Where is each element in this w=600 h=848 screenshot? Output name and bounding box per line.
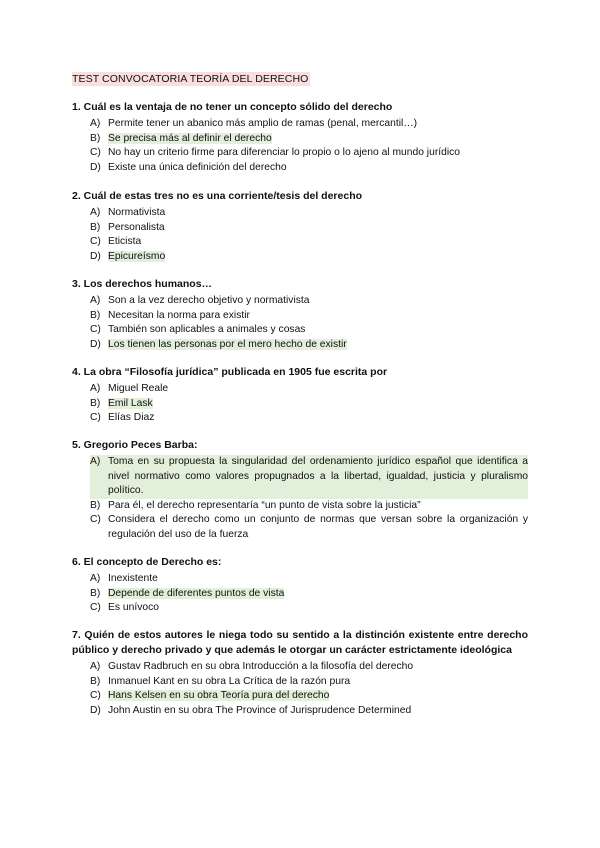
option-b-answer: B) Se precisa más al definir el derecho — [90, 132, 272, 144]
option-b: B) Para él, el derecho representaría “un punto de vista sobre la justicia” — [90, 499, 421, 511]
question-text: 1. Cuál es la ventaja de no tener un concepto sólido del derecho — [72, 101, 393, 113]
option-d-answer: D) Los tienen las personas por el mero hecho de existir — [90, 338, 347, 350]
question-5 — [72, 438, 528, 543]
option-d-answer: D) Epicureísmo — [90, 250, 166, 262]
option-c: C) Elías Diaz — [90, 412, 155, 424]
option-a-answer: A) Toma en su propuesta la singularidad del ordenamiento jurídico español que identifica a nivel normativo como valores propugnados a la libertad, igualdad, justicia y pluralismo político. — [90, 455, 528, 499]
option-c: C) Es unívoco — [90, 602, 159, 614]
option-b: B) Personalista — [90, 221, 165, 233]
option-c: C) También son aplicables a animales y cosas — [90, 324, 306, 336]
document-title: TEST CONVOCATORIA TEORÍA DEL DERECHO — [72, 73, 309, 85]
question-3 — [72, 277, 528, 352]
option-a: A) Son a la vez derecho objetivo y normativista — [90, 295, 310, 306]
question-4 — [72, 365, 528, 426]
question-text: 3. Los derechos humanos… — [72, 278, 213, 290]
question-1 — [72, 100, 528, 175]
option-b: B) Inmanuel Kant en su obra La Crítica de la razón pura — [90, 675, 351, 687]
option-b-answer: B) Emil Lask — [90, 397, 153, 409]
question-text: 6. El concepto de Derecho es: — [72, 556, 222, 568]
option-a: A) Normativista — [90, 207, 166, 218]
option-a: A) Miguel Reale — [90, 383, 169, 394]
question-6 — [72, 555, 528, 616]
option-c: C) Considera el derecho como un conjunto de normas que versan sobre la organización y regulación del uso de la fuerza — [90, 514, 528, 540]
question-text: 5. Gregorio Peces Barba: — [72, 439, 198, 451]
option-c-answer: C) Hans Kelsen en su obra Teoría pura del derecho — [90, 690, 330, 702]
option-a: A) Inexistente — [90, 573, 158, 584]
option-d: D) John Austin en su obra The Province of Jurisprudence Determined — [90, 704, 412, 716]
question-text: 2. Cuál de estas tres no es una corriente/tesis del derecho — [72, 190, 363, 202]
option-b-answer: B) Depende de diferentes puntos de vista — [90, 587, 285, 599]
option-c: C) Eticista — [90, 236, 142, 248]
option-a: A) Permite tener un abanico más amplio de ramas (penal, mercantil…) — [90, 118, 418, 129]
question-7 — [72, 628, 528, 718]
option-c: C) No hay un criterio firme para diferenciar lo propio o lo ajeno al mundo jurídico — [90, 147, 460, 159]
question-text: 4. La obra “Filosofía jurídica” publicada en 1905 fue escrita por — [72, 366, 388, 378]
question-2 — [72, 189, 528, 264]
option-b: B) Necesitan la norma para existir — [90, 309, 250, 321]
option-a: A) Gustav Radbruch en su obra Introducción a la filosofía del derecho — [90, 661, 414, 672]
option-d: D) Existe una única definición del derecho — [90, 161, 287, 173]
question-text: 7. Quién de estos autores le niega todo su sentido a la distinción existente entre derecho público y derecho privado y que además le otorgar un carácter estrictamente ideológica — [72, 629, 528, 656]
